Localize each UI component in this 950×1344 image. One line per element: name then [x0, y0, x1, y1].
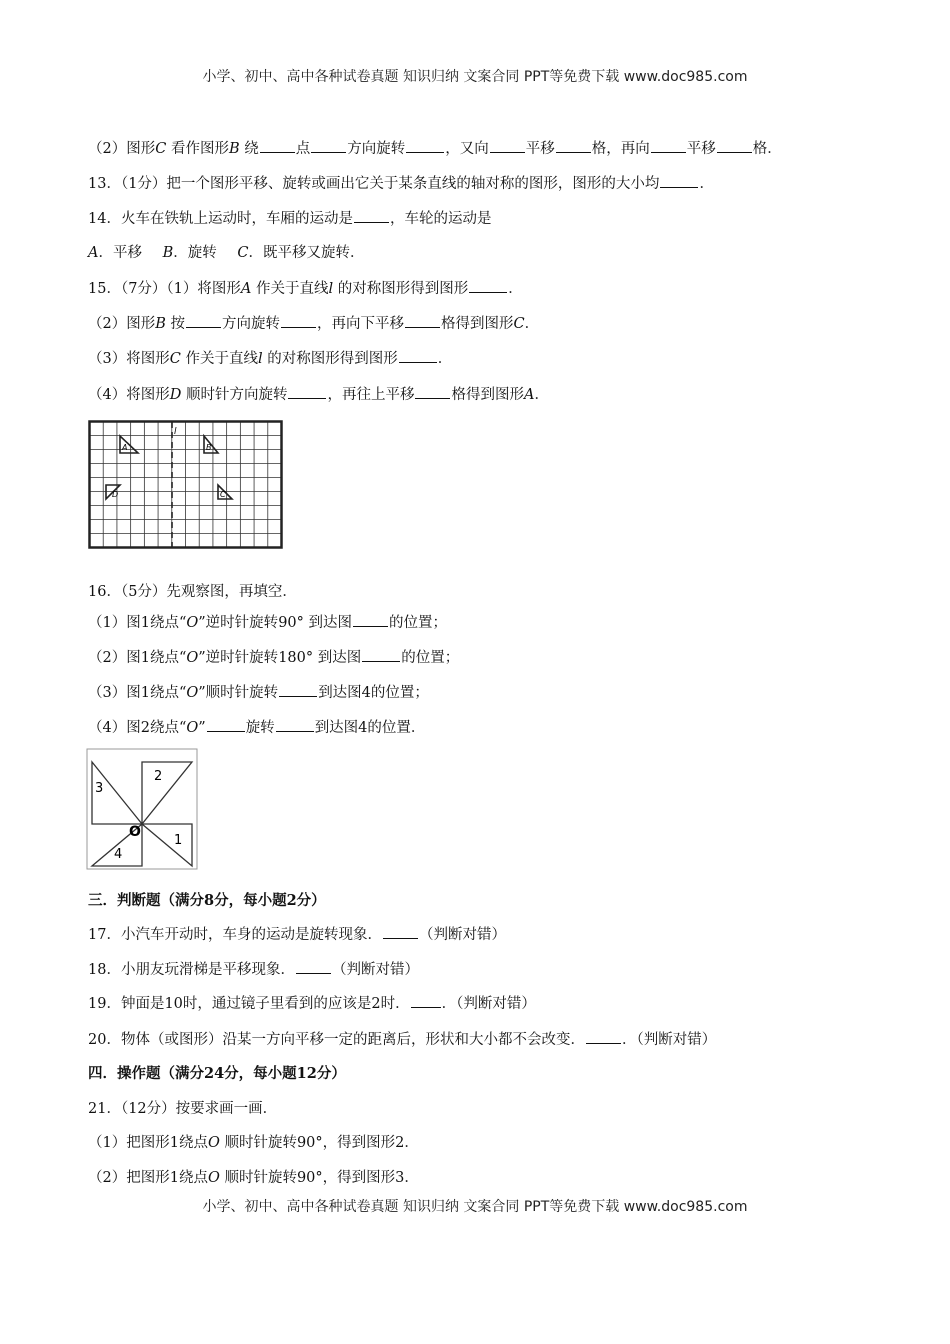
question-20: [88, 1028, 716, 1049]
q16-text: （2）图1绕点“: [88, 650, 187, 666]
q18-text: 18．小朋友玩滑梯是平移现象．: [88, 962, 295, 978]
answer-blank[interactable]: [586, 1031, 621, 1044]
q12-text: 格，再向: [591, 141, 650, 157]
q16-text: （3）图1绕点“: [88, 685, 187, 701]
var-o: O: [186, 650, 199, 666]
q18-tail: （判断对错）: [331, 962, 419, 978]
label-l: l: [174, 427, 177, 437]
question-18: [88, 958, 419, 979]
question-16-part2: [88, 646, 459, 667]
q16-text: ”: [198, 720, 206, 736]
q16-text: 的位置；: [401, 650, 460, 666]
question-16-part4: [88, 716, 425, 737]
question-13: [88, 172, 714, 193]
q15-text: 格得到图形: [441, 316, 514, 332]
label-a: A: [122, 443, 128, 452]
question-21-part2: [88, 1166, 419, 1187]
q15-text: 方向旋转: [222, 316, 280, 332]
q12-text: 平移: [686, 141, 716, 157]
q12-text: ，又向: [445, 141, 489, 157]
var-l: l: [257, 351, 263, 367]
option-a-text: ．平移: [98, 245, 142, 261]
label-c: C: [220, 490, 226, 499]
var-a: A: [523, 387, 535, 403]
question-21-part1: [88, 1131, 419, 1152]
answer-blank[interactable]: [362, 649, 400, 662]
label-o: O: [129, 824, 141, 840]
q16-text: （1）图1绕点“: [88, 615, 187, 631]
q16-text: （4）图2绕点“: [88, 720, 187, 736]
answer-blank[interactable]: [415, 386, 450, 399]
q16-text: ”逆时针旋转: [198, 615, 279, 631]
var-o: O: [207, 1135, 220, 1151]
var-o: O: [186, 685, 199, 701]
answer-blank[interactable]: [406, 140, 444, 153]
q12-text: 方向旋转: [347, 141, 406, 157]
q21-text: （2）把图形1绕点: [88, 1170, 208, 1186]
q15-text: ．: [508, 281, 523, 297]
q12-text: （2）图形: [88, 141, 156, 157]
option-a-label: A: [88, 245, 99, 261]
question-16-title: 16．（5分）先观察图，再填空．: [88, 584, 297, 600]
angle-value: 90°: [296, 1170, 323, 1186]
q12-text: 绕: [239, 141, 259, 157]
q15-text: ．: [524, 316, 540, 332]
answer-blank[interactable]: [354, 210, 389, 223]
answer-blank[interactable]: [279, 684, 317, 697]
label-3: 3: [95, 781, 104, 796]
label-2: 2: [154, 769, 163, 784]
q21-text: （1）把图形1绕点: [88, 1135, 208, 1151]
q13-text: 13．（1分）把一个图形平移、旋转或画出它关于某条直线的轴对称的图形，图形的大小均: [88, 176, 660, 192]
label-1: 1: [174, 833, 183, 848]
q14-text: ，车轮的运动是: [389, 211, 492, 227]
q12-text: 看作图形: [166, 141, 229, 157]
answer-blank[interactable]: [469, 280, 507, 293]
var-d: D: [169, 387, 182, 403]
question-14: [88, 207, 491, 228]
option-c-text: ．既平移又旋转．: [248, 245, 365, 261]
question-19: [88, 992, 536, 1013]
angle-value: 90°: [296, 1135, 323, 1151]
q15-text: 的对称图形得到图形: [333, 281, 469, 297]
q21-text: ，得到图形2．: [322, 1135, 419, 1151]
q12-text: 格．: [752, 141, 782, 157]
var-o: O: [207, 1170, 220, 1186]
q19-tail: ．（判断对错）: [441, 996, 536, 1012]
shape-2: [142, 762, 192, 824]
q15-text: （4）将图形: [88, 387, 170, 403]
q20-tail: ．（判断对错）: [621, 1032, 717, 1048]
q15-text: 作关于直线: [251, 281, 329, 297]
q15-text: 格得到图形: [451, 387, 524, 403]
answer-blank[interactable]: [556, 140, 591, 153]
q15-text: ，再向下平移: [317, 316, 404, 332]
q15-text: 的对称图形得到图形: [262, 351, 398, 367]
q15-text: ，再往上平移: [327, 387, 415, 403]
q15-text: 按: [165, 316, 185, 332]
answer-blank[interactable]: [260, 140, 295, 153]
angle-value: 180°: [278, 650, 314, 666]
q20-text: 20．物体（或图形）沿某一方向平移一定的距离后，形状和大小都不会改变．: [88, 1032, 585, 1048]
q15-text: 作关于直线: [180, 351, 258, 367]
q21-text: 顺时针旋转: [219, 1135, 297, 1151]
answer-blank[interactable]: [405, 315, 440, 328]
q13-end: ．: [699, 176, 714, 192]
answer-blank[interactable]: [411, 995, 441, 1008]
grid-figure: [88, 420, 284, 550]
q12-part2: [88, 137, 782, 158]
answer-blank[interactable]: [186, 315, 221, 328]
answer-blank[interactable]: [353, 614, 388, 627]
option-b-text: ．旋转: [173, 245, 217, 261]
var-a: A: [240, 281, 252, 297]
question-17: [88, 923, 506, 944]
answer-blank[interactable]: [651, 140, 686, 153]
page-footer: 小学、初中、高中各种试卷真题 知识归纳 文案合同 PPT等免费下载 www.doc985.com: [202, 1199, 748, 1215]
answer-blank[interactable]: [311, 140, 346, 153]
shape-1: [142, 824, 192, 866]
q15-text: 顺时针方向旋转: [181, 387, 288, 403]
question-15-part3: [88, 347, 452, 368]
var-c: C: [513, 316, 525, 332]
answer-blank[interactable]: [288, 386, 326, 399]
q16-text: 旋转: [245, 720, 275, 736]
question-16-part3: [88, 681, 429, 702]
question-21-title: 21．（12分）按要求画一画．: [88, 1101, 278, 1117]
label-b: B: [206, 443, 212, 452]
question-15-part4: [88, 383, 549, 404]
label-4: 4: [114, 847, 123, 862]
answer-blank[interactable]: [383, 926, 418, 939]
var-b: B: [155, 316, 166, 332]
angle-value: 90°: [278, 615, 304, 631]
q12-text: 点: [295, 141, 311, 157]
var-o: O: [186, 720, 199, 736]
q16-text: 到达图4的位置；: [318, 685, 429, 701]
answer-blank[interactable]: [717, 140, 752, 153]
question-16-part1: [88, 611, 447, 632]
page-header: 小学、初中、高中各种试卷真题 知识归纳 文案合同 PPT等免费下载 www.doc985.com: [202, 69, 748, 85]
label-d: D: [112, 490, 119, 499]
answer-blank[interactable]: [296, 961, 331, 974]
option-c-label: C: [237, 245, 249, 261]
var-c: C: [155, 141, 167, 157]
section-3-title: 三．判断题（满分8分，每小题2分）: [88, 892, 326, 909]
q15-text: （3）将图形: [88, 351, 170, 367]
q21-text: ，得到图形3．: [322, 1170, 419, 1186]
q16-text: ”顺时针旋转: [198, 685, 279, 701]
answer-blank[interactable]: [399, 350, 437, 363]
q16-text: 到达图: [303, 615, 352, 631]
q16-text: 的位置；: [389, 615, 447, 631]
q19-text: 19．钟面是10时，通过镜子里看到的应该是2时．: [88, 996, 410, 1012]
pinwheel-figure: [86, 748, 198, 870]
answer-blank[interactable]: [490, 140, 525, 153]
q16-text: ”逆时针旋转: [198, 650, 279, 666]
answer-blank[interactable]: [207, 719, 245, 732]
question-15-part1: [88, 277, 523, 298]
answer-blank[interactable]: [281, 315, 316, 328]
var-o: O: [186, 615, 199, 631]
option-b-label: B: [162, 245, 174, 261]
answer-blank[interactable]: [276, 719, 314, 732]
q14-text: 14．火车在铁轨上运动时，车厢的运动是: [88, 211, 353, 227]
answer-blank[interactable]: [660, 175, 698, 188]
q15-text: 15．（7分）（1）将图形: [88, 281, 241, 297]
section-4-title: 四．操作题（满分24分，每小题12分）: [88, 1065, 346, 1082]
question-14-options: [88, 241, 364, 262]
q15-text: （2）图形: [88, 316, 156, 332]
question-15-part2: [88, 312, 539, 333]
var-b: B: [228, 141, 240, 157]
q15-text: ．: [534, 387, 549, 403]
q12-text: 平移: [525, 141, 555, 157]
q15-text: ．: [437, 351, 453, 367]
q16-text: 到达图: [313, 650, 362, 666]
q21-text: 顺时针旋转: [219, 1170, 297, 1186]
q16-text: 到达图4的位置．: [314, 720, 426, 736]
var-l: l: [328, 281, 334, 297]
q17-text: 17．小汽车开动时，车身的运动是旋转现象．: [88, 927, 382, 943]
q17-tail: （判断对错）: [418, 927, 506, 943]
var-c: C: [169, 351, 181, 367]
